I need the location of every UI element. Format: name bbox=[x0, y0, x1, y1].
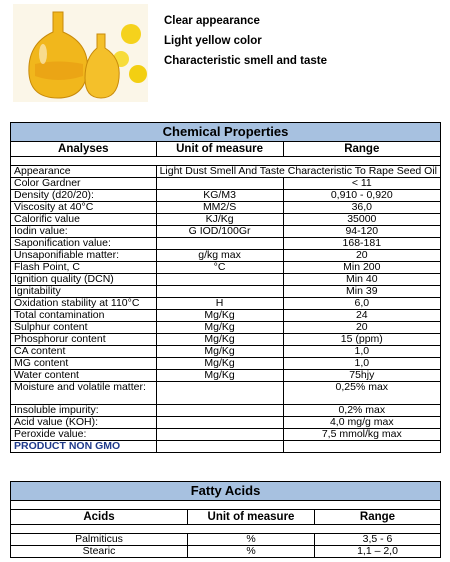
analysis-name: Viscosity at 40°C bbox=[11, 202, 157, 214]
analysis-name: MG content bbox=[11, 358, 157, 370]
range-cell: Min 200 bbox=[283, 262, 440, 274]
unit-cell: Mg/Kg bbox=[156, 322, 283, 334]
table-row bbox=[11, 334, 441, 346]
range-cell: Min 39 bbox=[283, 286, 440, 298]
range-cell: 168-181 bbox=[283, 238, 440, 250]
table-row bbox=[11, 250, 441, 262]
table-row bbox=[11, 382, 441, 405]
unit-cell bbox=[156, 441, 283, 453]
table-row bbox=[11, 358, 441, 370]
range-cell: 20 bbox=[283, 250, 440, 262]
range-cell: 7,5 mmol/kg max bbox=[283, 429, 440, 441]
unit-cell: Mg/Kg bbox=[156, 334, 283, 346]
analysis-name: Ignitability bbox=[11, 286, 157, 298]
range-cell: 36,0 bbox=[283, 202, 440, 214]
analysis-name: Total contamination bbox=[11, 310, 157, 322]
non-gmo-label: PRODUCT NON GMO bbox=[11, 441, 157, 453]
header-range: Range bbox=[315, 510, 441, 525]
header-analyses: Analyses bbox=[11, 142, 157, 157]
table-row bbox=[11, 417, 441, 429]
analysis-name: Calorific value bbox=[11, 214, 157, 226]
range-cell: 15 (ppm) bbox=[283, 334, 440, 346]
range-cell: 24 bbox=[283, 310, 440, 322]
appearance-value: Light Dust Smell And Taste Characteristic To Rape Seed Oil bbox=[156, 166, 440, 178]
feature-smell-taste: Characteristic smell and taste bbox=[164, 55, 327, 67]
unit-cell: G IOD/100Gr bbox=[156, 226, 283, 238]
table-row bbox=[11, 214, 441, 226]
table-row bbox=[11, 238, 441, 250]
unit-cell bbox=[156, 405, 283, 417]
range-cell: 35000 bbox=[283, 214, 440, 226]
unit-cell: Mg/Kg bbox=[156, 358, 283, 370]
range-cell: < 11 bbox=[283, 178, 440, 190]
range-cell: 3,5 - 6 bbox=[315, 534, 441, 546]
unit-cell: Mg/Kg bbox=[156, 346, 283, 358]
unit-cell bbox=[156, 178, 283, 190]
unit-cell: H bbox=[156, 298, 283, 310]
analysis-name: Phosphorur content bbox=[11, 334, 157, 346]
table-row bbox=[11, 178, 441, 190]
analysis-name: Iodin value: bbox=[11, 226, 157, 238]
table-row bbox=[11, 346, 441, 358]
range-cell: 1,0 bbox=[283, 346, 440, 358]
unit-cell: Mg/Kg bbox=[156, 370, 283, 382]
analysis-name: Peroxide value: bbox=[11, 429, 157, 441]
analysis-name: Ignition quality (DCN) bbox=[11, 274, 157, 286]
spacer-row bbox=[11, 501, 441, 510]
fatty-acids-title: Fatty Acids bbox=[11, 482, 441, 501]
range-cell: 0,910 - 0,920 bbox=[283, 190, 440, 202]
range-cell: 20 bbox=[283, 322, 440, 334]
header-range: Range bbox=[283, 142, 440, 157]
spacer-row bbox=[11, 525, 441, 534]
moisture-label: Moisture and volatile matter: bbox=[11, 382, 157, 405]
unit-cell bbox=[156, 274, 283, 286]
table-row bbox=[11, 534, 441, 546]
table-row bbox=[11, 322, 441, 334]
analysis-name: CA content bbox=[11, 346, 157, 358]
analysis-name: Saponification value: bbox=[11, 238, 157, 250]
range-cell: 75hjy bbox=[283, 370, 440, 382]
analysis-name: Flash Point, C bbox=[11, 262, 157, 274]
analysis-name: Oxidation stability at 110°C bbox=[11, 298, 157, 310]
unit-cell bbox=[156, 382, 283, 405]
table-row bbox=[11, 546, 441, 558]
oil-bottles-image bbox=[13, 4, 148, 102]
unit-cell: °C bbox=[156, 262, 283, 274]
range-cell bbox=[283, 441, 440, 453]
spacer-row bbox=[11, 157, 441, 166]
range-cell: 1,1 – 2,0 bbox=[315, 546, 441, 558]
unit-cell: MM2/S bbox=[156, 202, 283, 214]
analysis-name: Color Gardner bbox=[11, 178, 157, 190]
table-row bbox=[11, 190, 441, 202]
table-row bbox=[11, 429, 441, 441]
table-row bbox=[11, 202, 441, 214]
unit-cell bbox=[156, 238, 283, 250]
unit-cell: % bbox=[188, 546, 315, 558]
analysis-name: Water content bbox=[11, 370, 157, 382]
unit-cell bbox=[156, 417, 283, 429]
analysis-name: Acid value (KOH): bbox=[11, 417, 157, 429]
unit-cell: g/kg max bbox=[156, 250, 283, 262]
acid-name: Palmiticus bbox=[11, 534, 188, 546]
unit-cell: % bbox=[188, 534, 315, 546]
table-row bbox=[11, 226, 441, 238]
header-unit: Unit of measure bbox=[156, 142, 283, 157]
header-acids: Acids bbox=[11, 510, 188, 525]
analysis-name: Sulphur content bbox=[11, 322, 157, 334]
table-row bbox=[11, 298, 441, 310]
table-row bbox=[11, 262, 441, 274]
header-unit: Unit of measure bbox=[188, 510, 315, 525]
table-row bbox=[11, 274, 441, 286]
range-cell: 4,0 mg/g max bbox=[283, 417, 440, 429]
moisture-value: 0,25% max bbox=[283, 382, 440, 405]
range-cell: 94-120 bbox=[283, 226, 440, 238]
range-cell: 0,2% max bbox=[283, 405, 440, 417]
unit-cell: Mg/Kg bbox=[156, 310, 283, 322]
fatty-acids-table bbox=[10, 481, 441, 558]
range-cell: Min 40 bbox=[283, 274, 440, 286]
table-row bbox=[11, 310, 441, 322]
feature-light-yellow-color: Light yellow color bbox=[164, 35, 262, 47]
unit-cell bbox=[156, 429, 283, 441]
table-row bbox=[11, 405, 441, 417]
analysis-name: Density (d20/20): bbox=[11, 190, 157, 202]
table-row bbox=[11, 370, 441, 382]
analysis-name: Unsaponifiable matter: bbox=[11, 250, 157, 262]
unit-cell: KG/M3 bbox=[156, 190, 283, 202]
unit-cell: KJ/Kg bbox=[156, 214, 283, 226]
table-row bbox=[11, 286, 441, 298]
range-cell: 1,0 bbox=[283, 358, 440, 370]
chemical-properties-table bbox=[10, 122, 441, 453]
appearance-label: Appearance bbox=[11, 166, 157, 178]
feature-clear-appearance: Clear appearance bbox=[164, 15, 260, 27]
analysis-name: Insoluble impurity: bbox=[11, 405, 157, 417]
unit-cell bbox=[156, 286, 283, 298]
acid-name: Stearic bbox=[11, 546, 188, 558]
range-cell: 6,0 bbox=[283, 298, 440, 310]
chemical-properties-title: Chemical Properties bbox=[11, 123, 441, 142]
